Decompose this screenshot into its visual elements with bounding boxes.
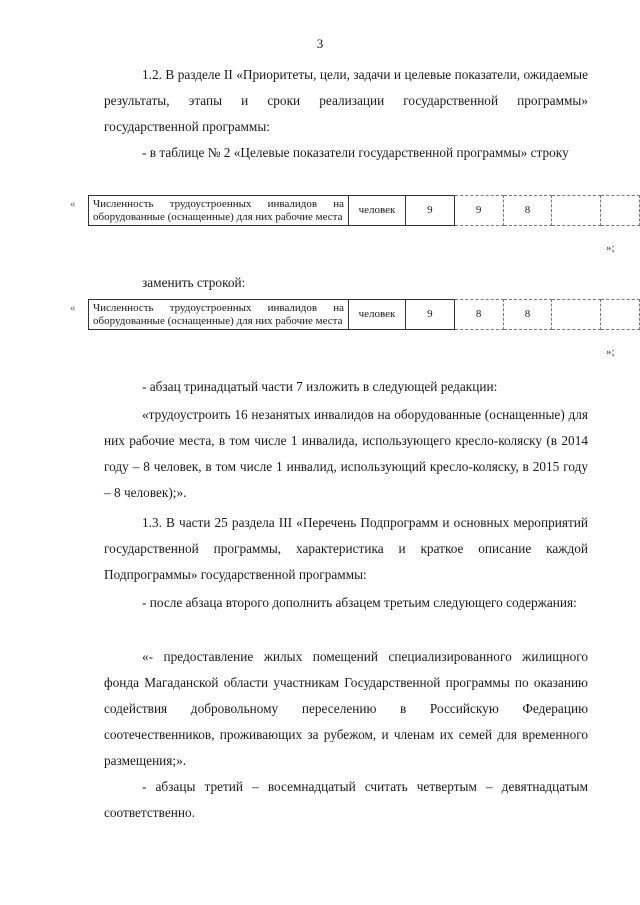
value-cell: 8 (454, 300, 503, 330)
paragraph-1-3: 1.3. В части 25 раздела III «Перечень Подпрограмм и основных мероприятий государственной программы, характеристика и краткое описание каждой Подпрограммы» государственной программы: (104, 515, 588, 582)
quote-open-mark: « (70, 198, 76, 210)
value-cell: 8 (503, 300, 552, 330)
unit-cell: человек (349, 300, 406, 330)
paragraph-table-2: - в таблице № 2 «Целевые показатели государственной программы» строку (142, 145, 569, 160)
value-cell: 8 (503, 196, 552, 226)
page-number: 3 (316, 36, 324, 51)
quote-close-mark: »; (606, 242, 615, 254)
unit-cell: человек (349, 196, 406, 226)
empty-cell (601, 196, 640, 226)
old-indicator-row (88, 195, 640, 226)
new-indicator-row (88, 299, 640, 330)
value-cell: 9 (454, 196, 503, 226)
paragraph-1-2: 1.2. В разделе II «Приоритеты, цели, задачи и целевые показатели, ожидаемые результаты, этапы и сроки реализации государственной программы» государственной программы: (104, 67, 588, 134)
empty-cell (552, 300, 601, 330)
indicator-name-cell: Численность трудоустроенных инвалидов на оборудованные (оснащенные) для них рабочие места (89, 196, 349, 226)
value-cell: 9 (405, 300, 454, 330)
table-row (89, 196, 640, 226)
quote-open-mark: « (70, 302, 76, 314)
empty-cell (601, 300, 640, 330)
value-cell: 9 (405, 196, 454, 226)
table-row (89, 300, 640, 330)
paragraph-employ-quote: «трудоустроить 16 незанятых инвалидов на оборудованные (оснащенные) для них рабочие места, в том числе 1 инвалида, использующего кресло-коляску (в 2014 году – 8 человек, в том числе 1 инвалид, использующий кресло-коляску, в 2015 году – 8 человек);». (104, 407, 588, 500)
empty-cell (552, 196, 601, 226)
indicator-name-cell: Численность трудоустроенных инвалидов на оборудованные (оснащенные) для них рабочие места (89, 300, 349, 330)
quote-close-mark: »; (606, 346, 615, 358)
paragraph-replace: заменить строкой: (142, 275, 246, 290)
paragraph-housing-quote: «- предоставление жилых помещений специализированного жилищного фонда Магаданской области участникам Государственной программы по оказанию содействия добровольному переселению в Российскую Федерацию соотечественников, проживающих за рубежом, и членам их семей для временного размещения;». (104, 649, 588, 768)
paragraph-renumber: - абзацы третий – восемнадцатый считать четвертым – девятнадцатым соответственно. (104, 779, 588, 820)
paragraph-add-third: - после абзаца второго дополнить абзацем третьим следующего содержания: (142, 595, 577, 610)
paragraph-part-7: - абзац тринадцатый части 7 изложить в следующей редакции: (142, 379, 498, 394)
